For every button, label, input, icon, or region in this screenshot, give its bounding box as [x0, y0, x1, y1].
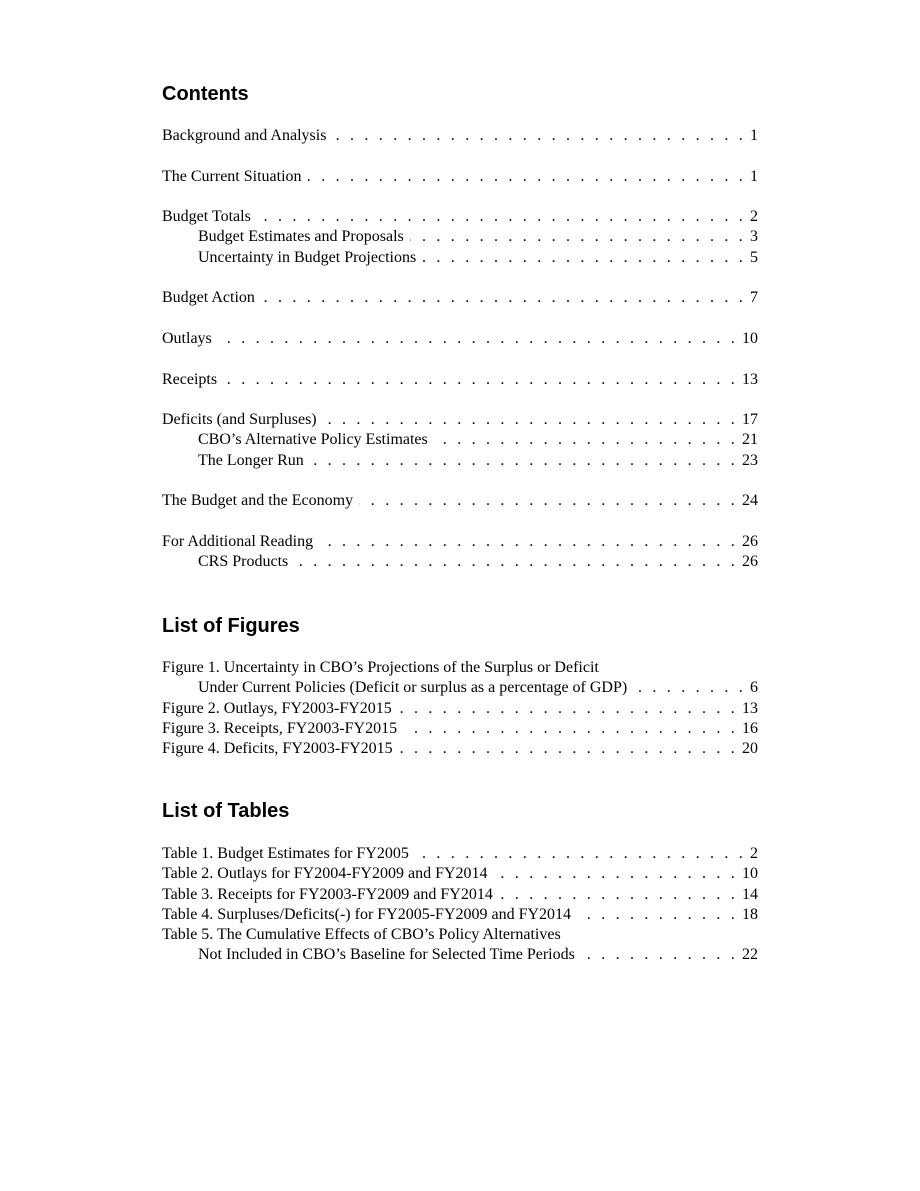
contents-heading: Contents — [162, 83, 249, 105]
toc-entry-page: 2 — [750, 845, 758, 862]
dot-leader — [494, 864, 738, 884]
figure-entry-3[interactable] — [162, 719, 758, 739]
toc-entry-title: Uncertainty in Budget Projections — [198, 248, 417, 266]
dot-leader — [581, 945, 738, 965]
toc-entry-title: Deficits (and Surpluses) — [162, 411, 317, 429]
toc-entry-receipts[interactable] — [162, 370, 758, 390]
toc-entry-the-longer-run[interactable] — [162, 451, 758, 471]
toc-entry-page: 17 — [742, 411, 758, 429]
figures-list — [162, 658, 758, 759]
toc-entry-title: Table 2. Outlays for FY2004-FY2009 and FY2014 — [162, 865, 488, 883]
toc-entry-page: 10 — [742, 865, 758, 883]
toc-entry-page: 22 — [742, 946, 758, 964]
dot-leader — [398, 699, 738, 719]
tables-list — [162, 844, 758, 966]
toc-entry-title: Budget Totals — [162, 208, 251, 226]
tables-heading: List of Tables — [162, 800, 290, 822]
toc-entry-title: Figure 4. Deficits, FY2003-FY2015 — [162, 740, 393, 758]
toc-entry-title: Figure 2. Outlays, FY2003-FY2015 — [162, 699, 392, 717]
toc-entry-page: 24 — [742, 492, 758, 510]
figures-heading: List of Figures — [162, 615, 300, 637]
toc-entry-title: CRS Products — [198, 553, 289, 571]
table-entry-1[interactable] — [162, 844, 758, 864]
dot-leader — [308, 167, 746, 187]
dot-leader — [422, 248, 746, 268]
toc-entry-title: Figure 3. Receipts, FY2003-FY2015 — [162, 719, 398, 737]
figure-entry-2[interactable] — [162, 699, 758, 719]
dot-leader — [415, 844, 746, 864]
table-entry-3[interactable] — [162, 885, 758, 905]
toc-entry-title: Outlays — [162, 329, 212, 347]
toc-entry-title-continued: Not Included in CBO’s Baseline for Selected Time Periods — [198, 946, 575, 964]
toc-entry-title-continued: Under Current Policies (Deficit or surplus as a percentage of GDP) — [198, 679, 628, 697]
dot-leader — [359, 491, 738, 511]
dot-leader — [323, 410, 738, 430]
toc-entry-deficits-and-surpluses[interactable] — [162, 410, 758, 430]
toc-entry-title: Figure 1. Uncertainty in CBO’s Projections of the Surplus or Deficit — [162, 659, 599, 676]
dot-leader — [399, 739, 738, 759]
toc-entry-page: 1 — [750, 127, 758, 144]
toc-entry-page: 13 — [742, 370, 758, 388]
contents-list — [162, 126, 758, 573]
toc-entry-title: Background and Analysis — [162, 127, 327, 144]
toc-entry-page: 26 — [742, 553, 758, 571]
toc-entry-title: The Longer Run — [198, 451, 304, 469]
table-entry-2[interactable] — [162, 864, 758, 884]
toc-entry-page: 2 — [750, 208, 758, 226]
dot-leader — [434, 430, 738, 450]
dot-leader — [310, 451, 738, 471]
toc-entry-budget-estimates-and-proposals[interactable] — [162, 227, 758, 247]
toc-entry-title: Receipts — [162, 370, 218, 388]
toc-entry-page: 3 — [750, 228, 758, 246]
toc-entry-title: Budget Estimates and Proposals — [198, 228, 404, 246]
toc-entry-page: 20 — [742, 740, 758, 758]
toc-entry-page: 1 — [750, 167, 758, 185]
dot-leader — [332, 126, 746, 146]
toc-entry-budget-totals[interactable] — [162, 207, 758, 227]
dot-leader — [577, 905, 738, 925]
toc-entry-budget-and-economy[interactable] — [162, 491, 758, 511]
toc-entry-current-situation[interactable] — [162, 167, 758, 187]
toc-entry-crs-products[interactable] — [162, 552, 758, 572]
dot-leader — [257, 207, 746, 227]
toc-entry-title: Table 1. Budget Estimates for FY2005 — [162, 845, 409, 862]
toc-entry-page: 21 — [742, 431, 758, 449]
toc-entry-title: The Current Situation — [162, 167, 302, 185]
toc-entry-outlays[interactable] — [162, 329, 758, 349]
dot-leader — [294, 552, 738, 572]
toc-entry-title: Table 3. Receipts for FY2003-FY2009 and FY2014 — [162, 885, 493, 903]
figure-entry-1[interactable] — [162, 658, 758, 699]
toc-entry-for-additional-reading[interactable] — [162, 532, 758, 552]
toc-entry-cbo-alternative-policy-estimates[interactable] — [162, 430, 758, 450]
toc-entry-page: 26 — [742, 532, 758, 550]
toc-entry-page: 6 — [750, 679, 758, 697]
dot-leader — [403, 719, 738, 739]
toc-entry-title: Budget Action — [162, 289, 255, 307]
toc-entry-title: CBO’s Alternative Policy Estimates — [198, 431, 428, 449]
dot-leader — [218, 329, 738, 349]
toc-entry-title: Table 5. The Cumulative Effects of CBO’s Policy Alternatives — [162, 926, 561, 944]
table-entry-4[interactable] — [162, 905, 758, 925]
table-entry-5[interactable] — [162, 925, 758, 966]
toc-entry-background-and-analysis[interactable] — [162, 126, 758, 146]
toc-entry-page: 14 — [742, 885, 758, 903]
dot-leader — [261, 288, 746, 308]
toc-entry-uncertainty-in-budget-projections[interactable] — [162, 248, 758, 268]
toc-entry-budget-action[interactable] — [162, 288, 758, 308]
toc-entry-page: 16 — [742, 719, 758, 737]
dot-leader — [633, 678, 746, 698]
dot-leader — [223, 370, 738, 390]
dot-leader — [410, 227, 746, 247]
toc-entry-page: 18 — [742, 905, 758, 923]
toc-entry-page: 7 — [750, 289, 758, 307]
toc-entry-page: 10 — [742, 329, 758, 347]
figure-entry-4[interactable] — [162, 739, 758, 759]
dot-leader — [499, 885, 738, 905]
toc-entry-title: The Budget and the Economy — [162, 492, 354, 510]
toc-entry-page: 13 — [742, 699, 758, 717]
toc-entry-title: For Additional Reading — [162, 532, 314, 550]
dot-leader — [319, 532, 738, 552]
toc-entry-title: Table 4. Surpluses/Deficits(-) for FY2005-FY2009 and FY2014 — [162, 905, 572, 923]
toc-entry-page: 23 — [742, 451, 758, 469]
toc-entry-page: 5 — [750, 248, 758, 266]
